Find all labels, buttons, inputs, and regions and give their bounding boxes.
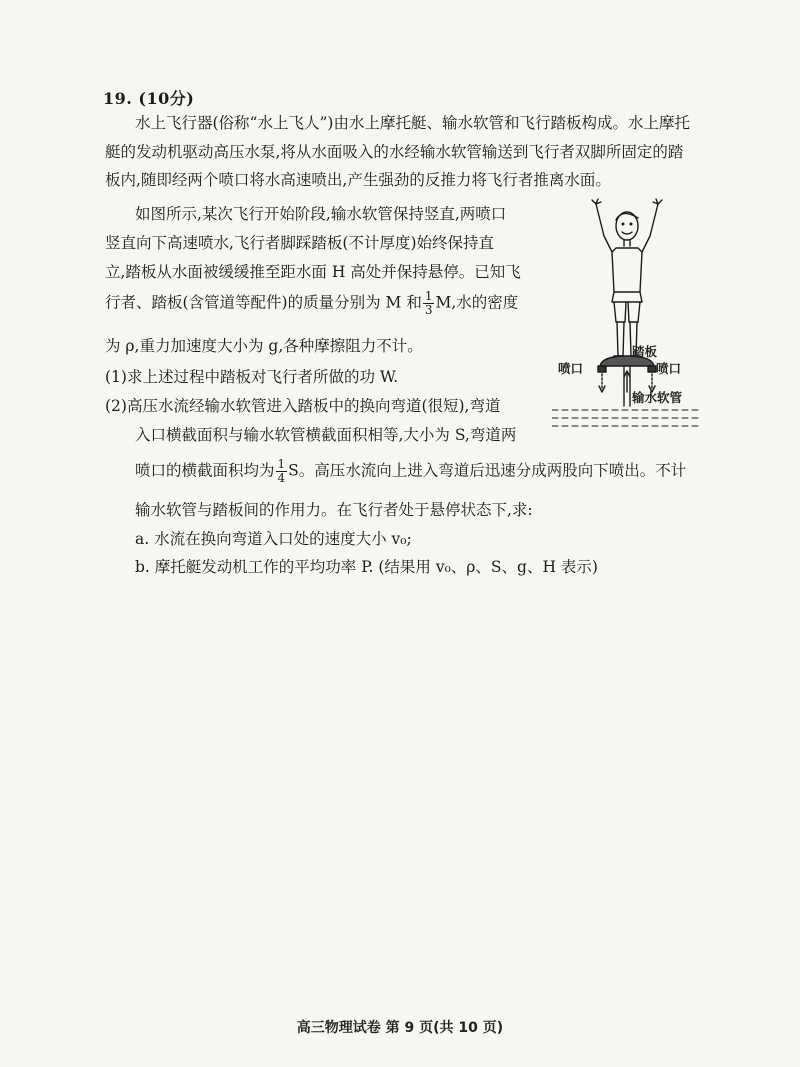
fraction-numerator: 1 xyxy=(424,289,433,303)
right-arm-icon xyxy=(642,204,658,252)
label-nozzle-right: 喷口 xyxy=(656,361,682,376)
intro-line-1: 水上飞行器(俗称“水上飞人”)由水上摩托艇、输水软管和飞行踏板构成。水上摩托 xyxy=(135,114,690,132)
left-shin-icon xyxy=(617,322,624,356)
part2-line-1: (2)高压水流经输水软管进入踏板中的换向弯道(很短),弯道 xyxy=(105,397,501,415)
part1-text: (1)求上述过程中踏板对飞行者所做的功 W. xyxy=(105,368,399,386)
intro-line-3: 板内,随即经两个喷口将水高速喷出,产生强劲的反推力将飞行者推离水面。 xyxy=(105,171,611,189)
shorts-top-icon xyxy=(612,292,642,302)
label-nozzle-left: 喷口 xyxy=(558,361,584,376)
part-b-text: b. 摩托艇发动机工作的平均功率 P. (结果用 v₀、ρ、S、g、H 表示) xyxy=(135,558,598,576)
mass-line xyxy=(105,290,518,317)
mass-line-prefix: 行者、踏板(含管道等配件)的质量分别为 M 和 xyxy=(105,293,422,312)
density-line: 为 ρ,重力加速度大小为 g,各种摩擦阻力不计。 xyxy=(105,337,423,355)
water-flyer-figure xyxy=(552,196,702,436)
torso-icon xyxy=(612,248,642,292)
right-thigh-icon xyxy=(628,302,640,322)
label-pedal: 踏板 xyxy=(632,344,658,359)
right-hand-icon xyxy=(653,199,662,204)
fraction-denominator: 4 xyxy=(277,471,286,485)
left-nozzle-icon xyxy=(598,366,606,372)
fraction-denominator: 3 xyxy=(424,303,433,317)
label-hose: 输水软管 xyxy=(632,390,683,405)
left-arm-icon xyxy=(596,204,612,252)
fraction-numerator: 1 xyxy=(277,457,286,471)
left-thigh-icon xyxy=(614,302,626,322)
left-hand-icon xyxy=(592,199,601,204)
page-footer: 高三物理试卷 第 9 页(共 10 页) xyxy=(296,1020,504,1036)
fraction-one-quarter xyxy=(276,458,288,485)
fraction-one-third xyxy=(423,290,435,317)
area-line-prefix: 喷口的横截面积均为 xyxy=(135,461,275,480)
para2-line-3: 立,踏板从水面被缓缓推至距水面 H 高处并保持悬停。已知飞 xyxy=(105,263,521,281)
intro-line-2: 艇的发动机驱动高压水泵,将从水面吸入的水经输水软管输送到飞行者双脚所固定的踏 xyxy=(105,143,684,161)
right-nozzle-icon xyxy=(648,366,656,372)
para2-line-1: 如图所示,某次飞行开始阶段,输水软管保持竖直,两喷口 xyxy=(135,205,507,223)
hover-line: 输水软管与踏板间的作用力。在飞行者处于悬停状态下,求: xyxy=(135,501,533,519)
part-a-text: a. 水流在换向弯道入口处的速度大小 v₀; xyxy=(135,530,412,548)
area-line-suffix: S。高压水流向上进入弯道后迅速分成两股向下喷出。不计 xyxy=(288,461,687,480)
question-number: 19. (10分) xyxy=(103,89,195,108)
para2-line-2: 竖直向下高速喷水,飞行者脚踩踏板(不计厚度)始终保持直 xyxy=(105,234,495,252)
mass-line-suffix: M,水的密度 xyxy=(435,293,519,312)
area-line xyxy=(135,458,686,485)
part2-line-2: 入口横截面积与输水软管横截面积相等,大小为 S,弯道两 xyxy=(135,426,517,444)
